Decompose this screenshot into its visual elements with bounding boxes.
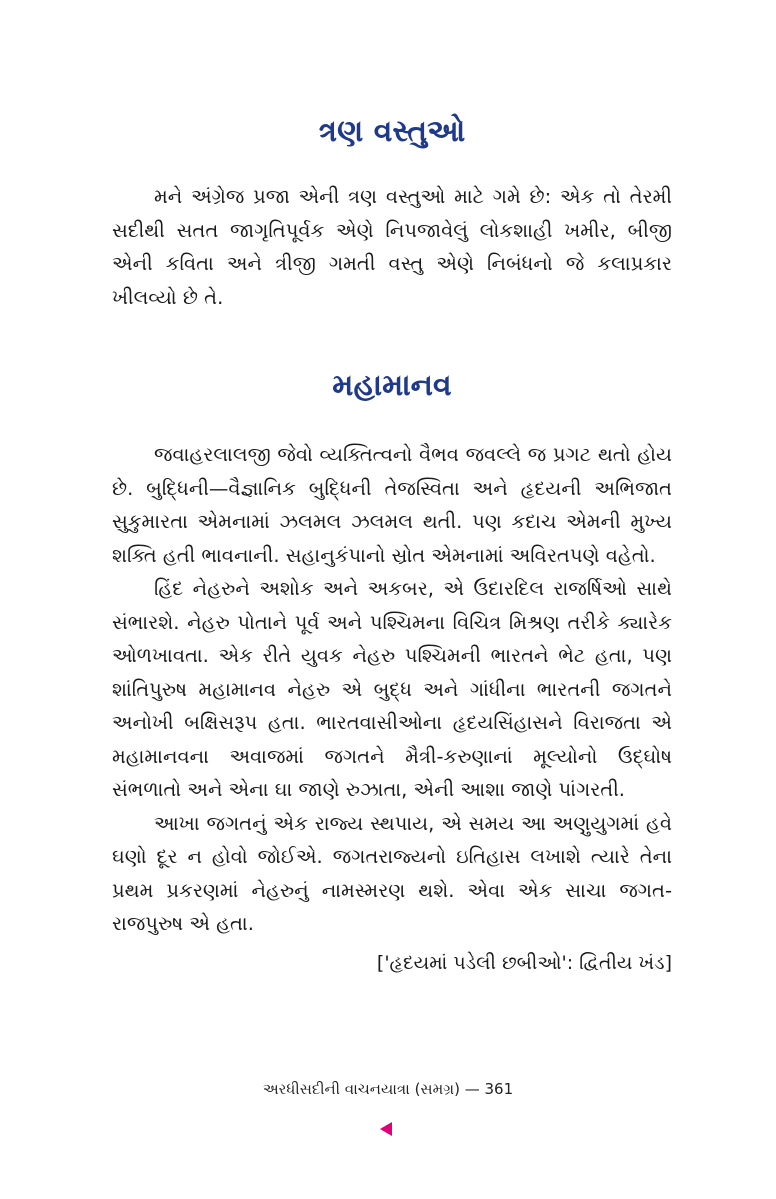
- triangle-left-icon[interactable]: [380, 1122, 392, 1136]
- source-attribution: ['હૃદયમાં પડેલી છબીઓ': દ્વિતીય ખંડ]: [376, 951, 672, 974]
- page-footer: અરધીસદીની વાચનયાત્રા (સમગ્ર) — 361: [262, 1080, 514, 1098]
- paragraph: મને અંગ્રેજ પ્રજા એની ત્રણ વસ્તુઓ માટે ગમે છે: એક તો તેરમી સદીથી સતત જાગૃતિપૂર્વક એણે નિપજાવેલું લોકશાહી ખમીર, બીજી એની કવિતા અને ત્રીજી ગમતી વસ્તુ એણે નિબંધનો જે કલાપ્રકાર ખીલવ્યો છે તે.: [112, 185, 672, 309]
- paragraph: હિંદ નેહરુને અશોક અને અકબર, એ ઉદારદિલ રાજર્ષિઓ સાથે સંભારશે. નેહરુ પોતાને પૂર્વ અને પશ્ચિમના વિચિત્ર મિશ્રણ તરીકે ક્યારેક ઓળખાવતા. એક રીતે યુવક નેહરુ પશ્ચિમની ભારતને ભેટ હતા, પણ શાંતિપુરુષ મહામાનવ નેહરુ એ બુદ્ધ અને ગાંધીના ભારતની જગતને અનોખી બક્ષિસરૂપ હતા. ભારતવાસીઓના હૃદયસિંહાસને વિરાજતા એ મહામાનવના અવાજમાં જગતને મૈત્રી-કરુણાનાં મૂલ્યોનો ઉદ્ઘોષ સંભળાતો અને એના ઘા જાણે રુઝાતા, એની આશા જાણે પાંગરતી.: [112, 577, 672, 801]
- section-tran-vastuo: [112, 112, 672, 314]
- section-title: ત્રણ વસ્તુઓ: [318, 114, 466, 149]
- section-title: મહામાનવ: [332, 368, 452, 403]
- paragraph: આખા જગતનું એક રાજ્ય સ્થપાય, એ સમય આ અણુયુગમાં હવે ઘણો દૂર ન હોવો જોઈએ. જગતરાજ્યનો ઇતિહાસ લખાશે ત્યારે તેના પ્રથમ પ્રકરણમાં નેહરુનું નામસ્મરણ થશે. એવા એક સાચા જગત-રાજપુરુષ એ હતા.: [112, 811, 672, 935]
- paragraph: જવાહરલાલજી જેવો વ્યક્તિત્વનો વૈભવ જવલ્લે જ પ્રગટ થતો હોય છે. બુદ્ધિની—વૈજ્ઞાનિક બુદ્ધિની તેજસ્વિતા અને હૃદયની અભિજાત સુકુમારતા એમનામાં ઝલમલ ઝલમલ થતી. પણ કદાચ એમની મુખ્ય શક્તિ હતી ભાવનાની. સહાનુકંપાનો સ્રોત એમનામાં અવિરતપણે વહેતો.: [112, 443, 672, 567]
- section-mahamanav: [112, 366, 672, 979]
